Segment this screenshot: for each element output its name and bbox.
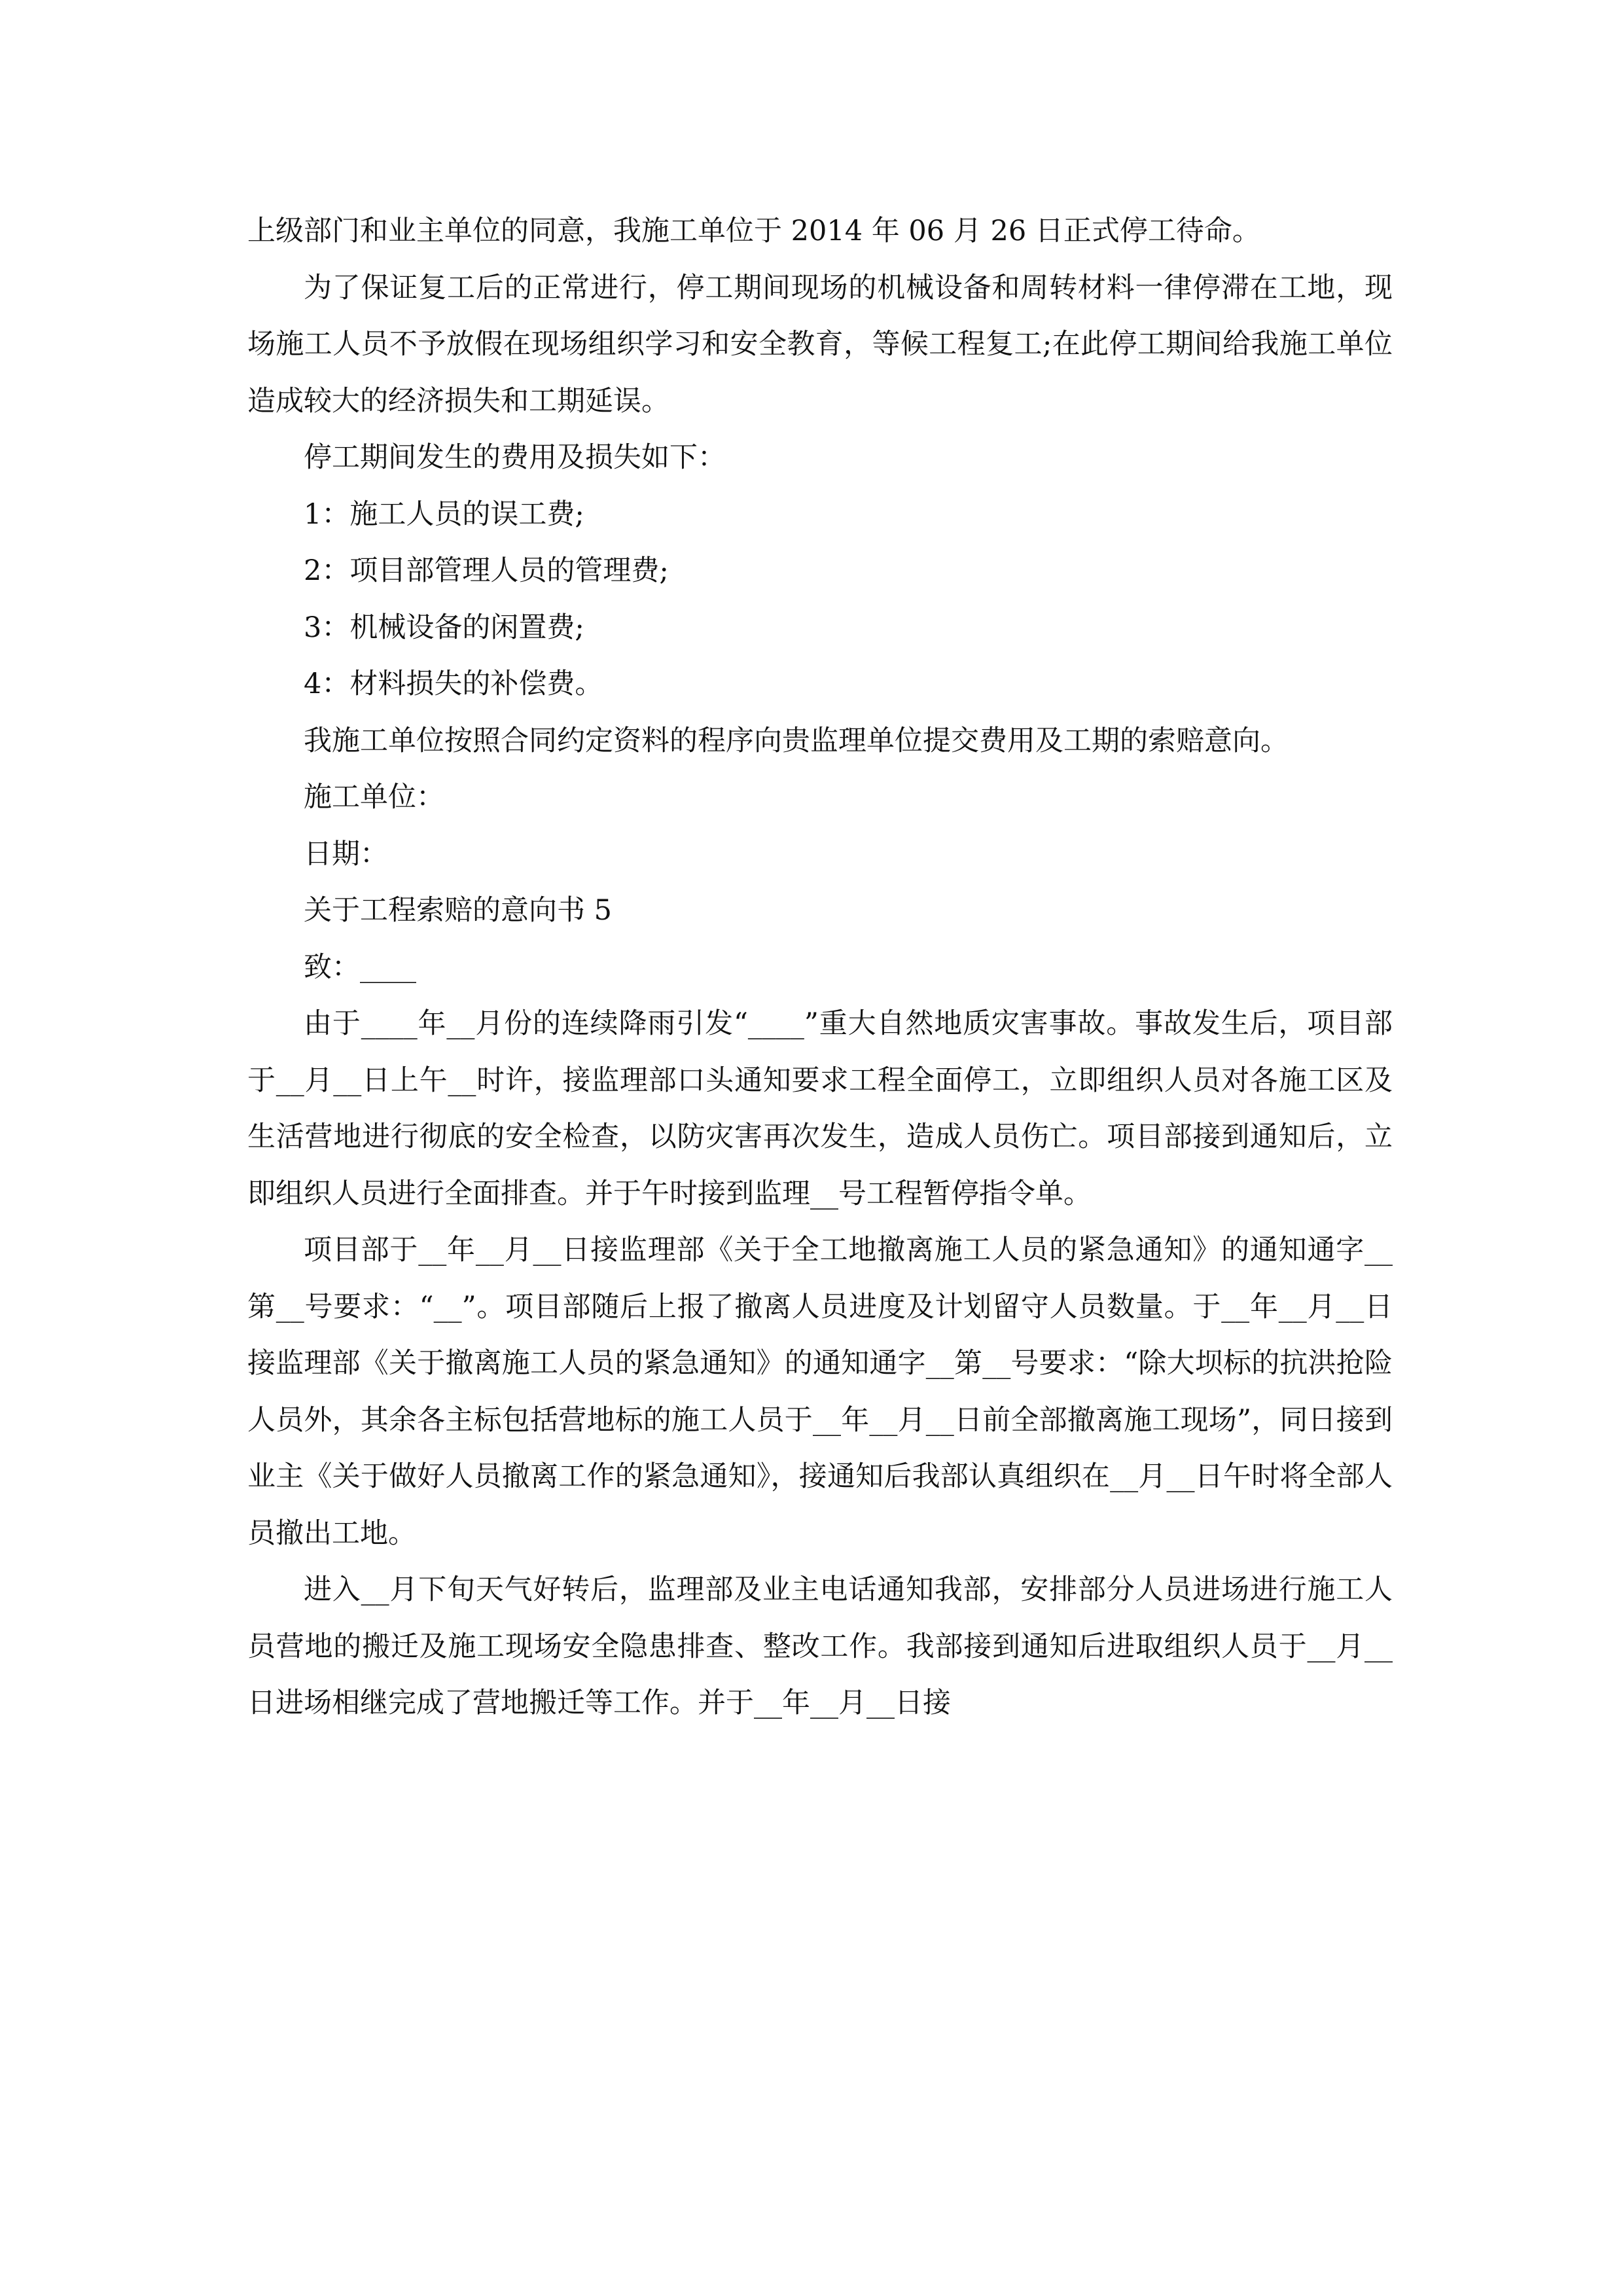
signature-unit-label: 施工单位： xyxy=(304,781,444,814)
section-title: 关于工程索赔的意向书 5 xyxy=(304,894,613,927)
document-body xyxy=(247,203,1393,1732)
paragraph-claim-intent: 我施工单位按照合同约定资料的程序向贵监理单位提交费用及工期的索赔意向。 xyxy=(304,724,1289,757)
list-item-1: 1：施工人员的误工费; xyxy=(304,497,584,531)
list-item-2: 2：项目部管理人员的管理费; xyxy=(304,554,669,587)
paragraph-disaster: 由于____年__月份的连续降雨引发“____”重大自然地质灾害事故。事故发生后，项目部于__月__日上午__时许，接监理部口头通知要求工程全面停工，立即组织人员对各施工区及生活营地进行彻底的安全检查，以防灾害再次发生，造成人员伤亡。项目部接到通知后，立即组织人员进行全面排查。并于午时接到监理__号工程暂停指令单。 xyxy=(247,1007,1393,1210)
signature-date-label: 日期： xyxy=(304,837,388,870)
paragraph-continuation: 上级部门和业主单位的同意，我施工单位于 2014 年 06 月 26 日正式停工待命。 xyxy=(247,215,1260,247)
paragraph-cost-intro: 停工期间发生的费用及损失如下： xyxy=(304,441,726,474)
list-item-4: 4：材料损失的补偿费。 xyxy=(304,668,603,700)
paragraph-work-stoppage: 为了保证复工后的正常进行，停工期间现场的机械设备和周转材料一律停滞在工地，现场施工人员不予放假在现场组织学习和安全教育，等候工程复工;在此停工期间给我施工单位造成较大的经济损失和工期延误。 xyxy=(247,271,1393,418)
list-item-3: 3：机械设备的闲置费; xyxy=(304,611,584,644)
paragraph-evacuation: 项目部于__年__月__日接监理部《关于全工地撤离施工人员的紧急通知》的通知通字__第__号要求：“__”。项目部随后上报了撤离人员进度及计划留守人员数量。于__年__月__日接监理部《关于撤离施工人员的紧急通知》的通知通字__第__号要求：“除大坝标的抗洪抢险人员外，其余各主标包括营地标的施工人员于__年__月__日前全部撤离施工现场”，同日接到业主《关于做好人员撤离工作的紧急通知》，接通知后我部认真组织在__月__日午时将全部人员撤出工地。 xyxy=(247,1234,1393,1550)
addressee-line: 致：____ xyxy=(304,950,416,984)
paragraph-resumption: 进入__月下旬天气好转后，监理部及业主电话通知我部，安排部分人员进场进行施工人员营地的搬迁及施工现场安全隐患排查、整改工作。我部接到通知后进取组织人员于__月__日进场相继完成了营地搬迁等工作。并于__年__月__日接 xyxy=(247,1573,1393,1719)
